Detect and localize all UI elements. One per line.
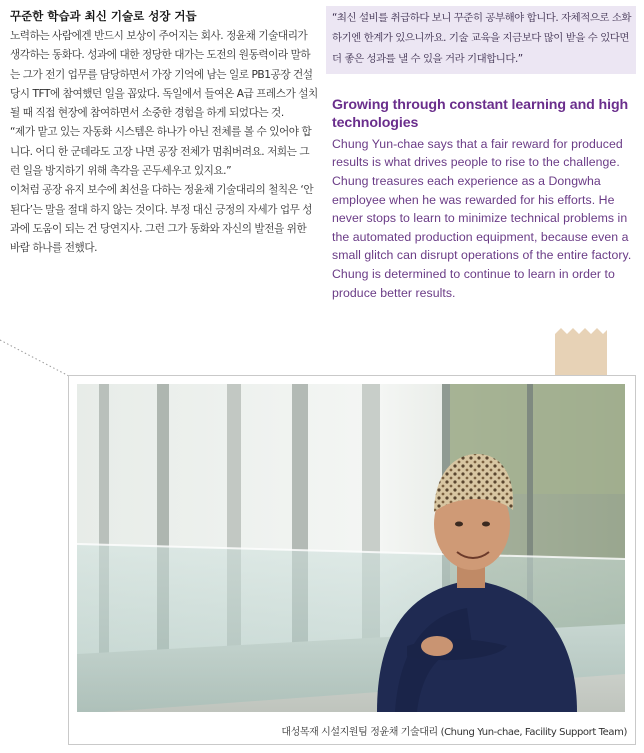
korean-section-heading: 꾸준한 학습과 최신 기술로 성장 거듭 xyxy=(10,9,197,23)
highlighted-quote-text: “최신 설비를 취급하다 보니 꾸준히 공부해야 합니다. 자체적으로 소화하기엔 한계가 있으니까요. 기술 교육을 지금보다 많이 받을 수 있다면 더 좋은 성과를 낼 수 있을 거라 기대합니다.” xyxy=(332,12,632,65)
right-column xyxy=(326,6,636,302)
photo-frame xyxy=(68,375,636,745)
english-section-heading: Growing through constant learning and high technologies xyxy=(332,96,629,132)
employee-photo-illustration xyxy=(77,384,625,712)
korean-paragraph-3: 이처럼 공장 유지 보수에 최선을 다하는 정윤채 기술대리의 철칙은 ‘안 된다’는 말을 절대 하지 않는 것이다. 부정 대신 긍정의 자세가 업무 성과에 도움이 되는 건 당연지사. 그런 그가 동화와 자신의 발전을 위한 바람 하나를 전했다. xyxy=(10,184,314,255)
english-summary-paragraph: Chung Yun-chae says that a fair reward for produced results is what drives people to rise to the challenge. Chung treasures each experience as a Dongwha employee when he was rewarded for his efforts. He never stops to learn to minimize technical problems in the automated production equipment, because even a small glitch can disrupt operations of the entire factory. Chung is determined to continue to learn in order to produce better results. xyxy=(332,136,632,300)
highlighted-quote-box xyxy=(326,6,636,74)
korean-article-column xyxy=(10,6,318,259)
photo-caption: 대성목재 시설지원팀 정윤채 기술대리 (Chung Yun-chae, Facility Support Team) xyxy=(281,727,627,738)
employee-photo xyxy=(77,384,625,712)
korean-quote-paragraph: “제가 맡고 있는 자동화 시스템은 하나가 아닌 전체를 볼 수 있어야 합니다. 어디 한 군데라도 고장 나면 공장 전체가 멈춰버려요. 저희는 그런 일을 방지하기 위해 촉각을 곤두세우고 있지요.” xyxy=(10,126,312,178)
korean-paragraph-1: 노력하는 사람에겐 반드시 보상이 주어지는 회사. 정윤채 기술대리가 생각하는 동화다. 성과에 대한 정당한 대가는 도전의 원동력이라 말하는 그가 전기 업무를 담당하면서 가장 기억에 남는 일로 PB1공장 건설 당시 TFT에 참여했던 일을 꼽았다. 독일에서 들여온 A급 프레스가 설치될 때 직접 현장에 참여하면서 소중한 경험을 하게 되었다는 것. xyxy=(10,30,318,120)
